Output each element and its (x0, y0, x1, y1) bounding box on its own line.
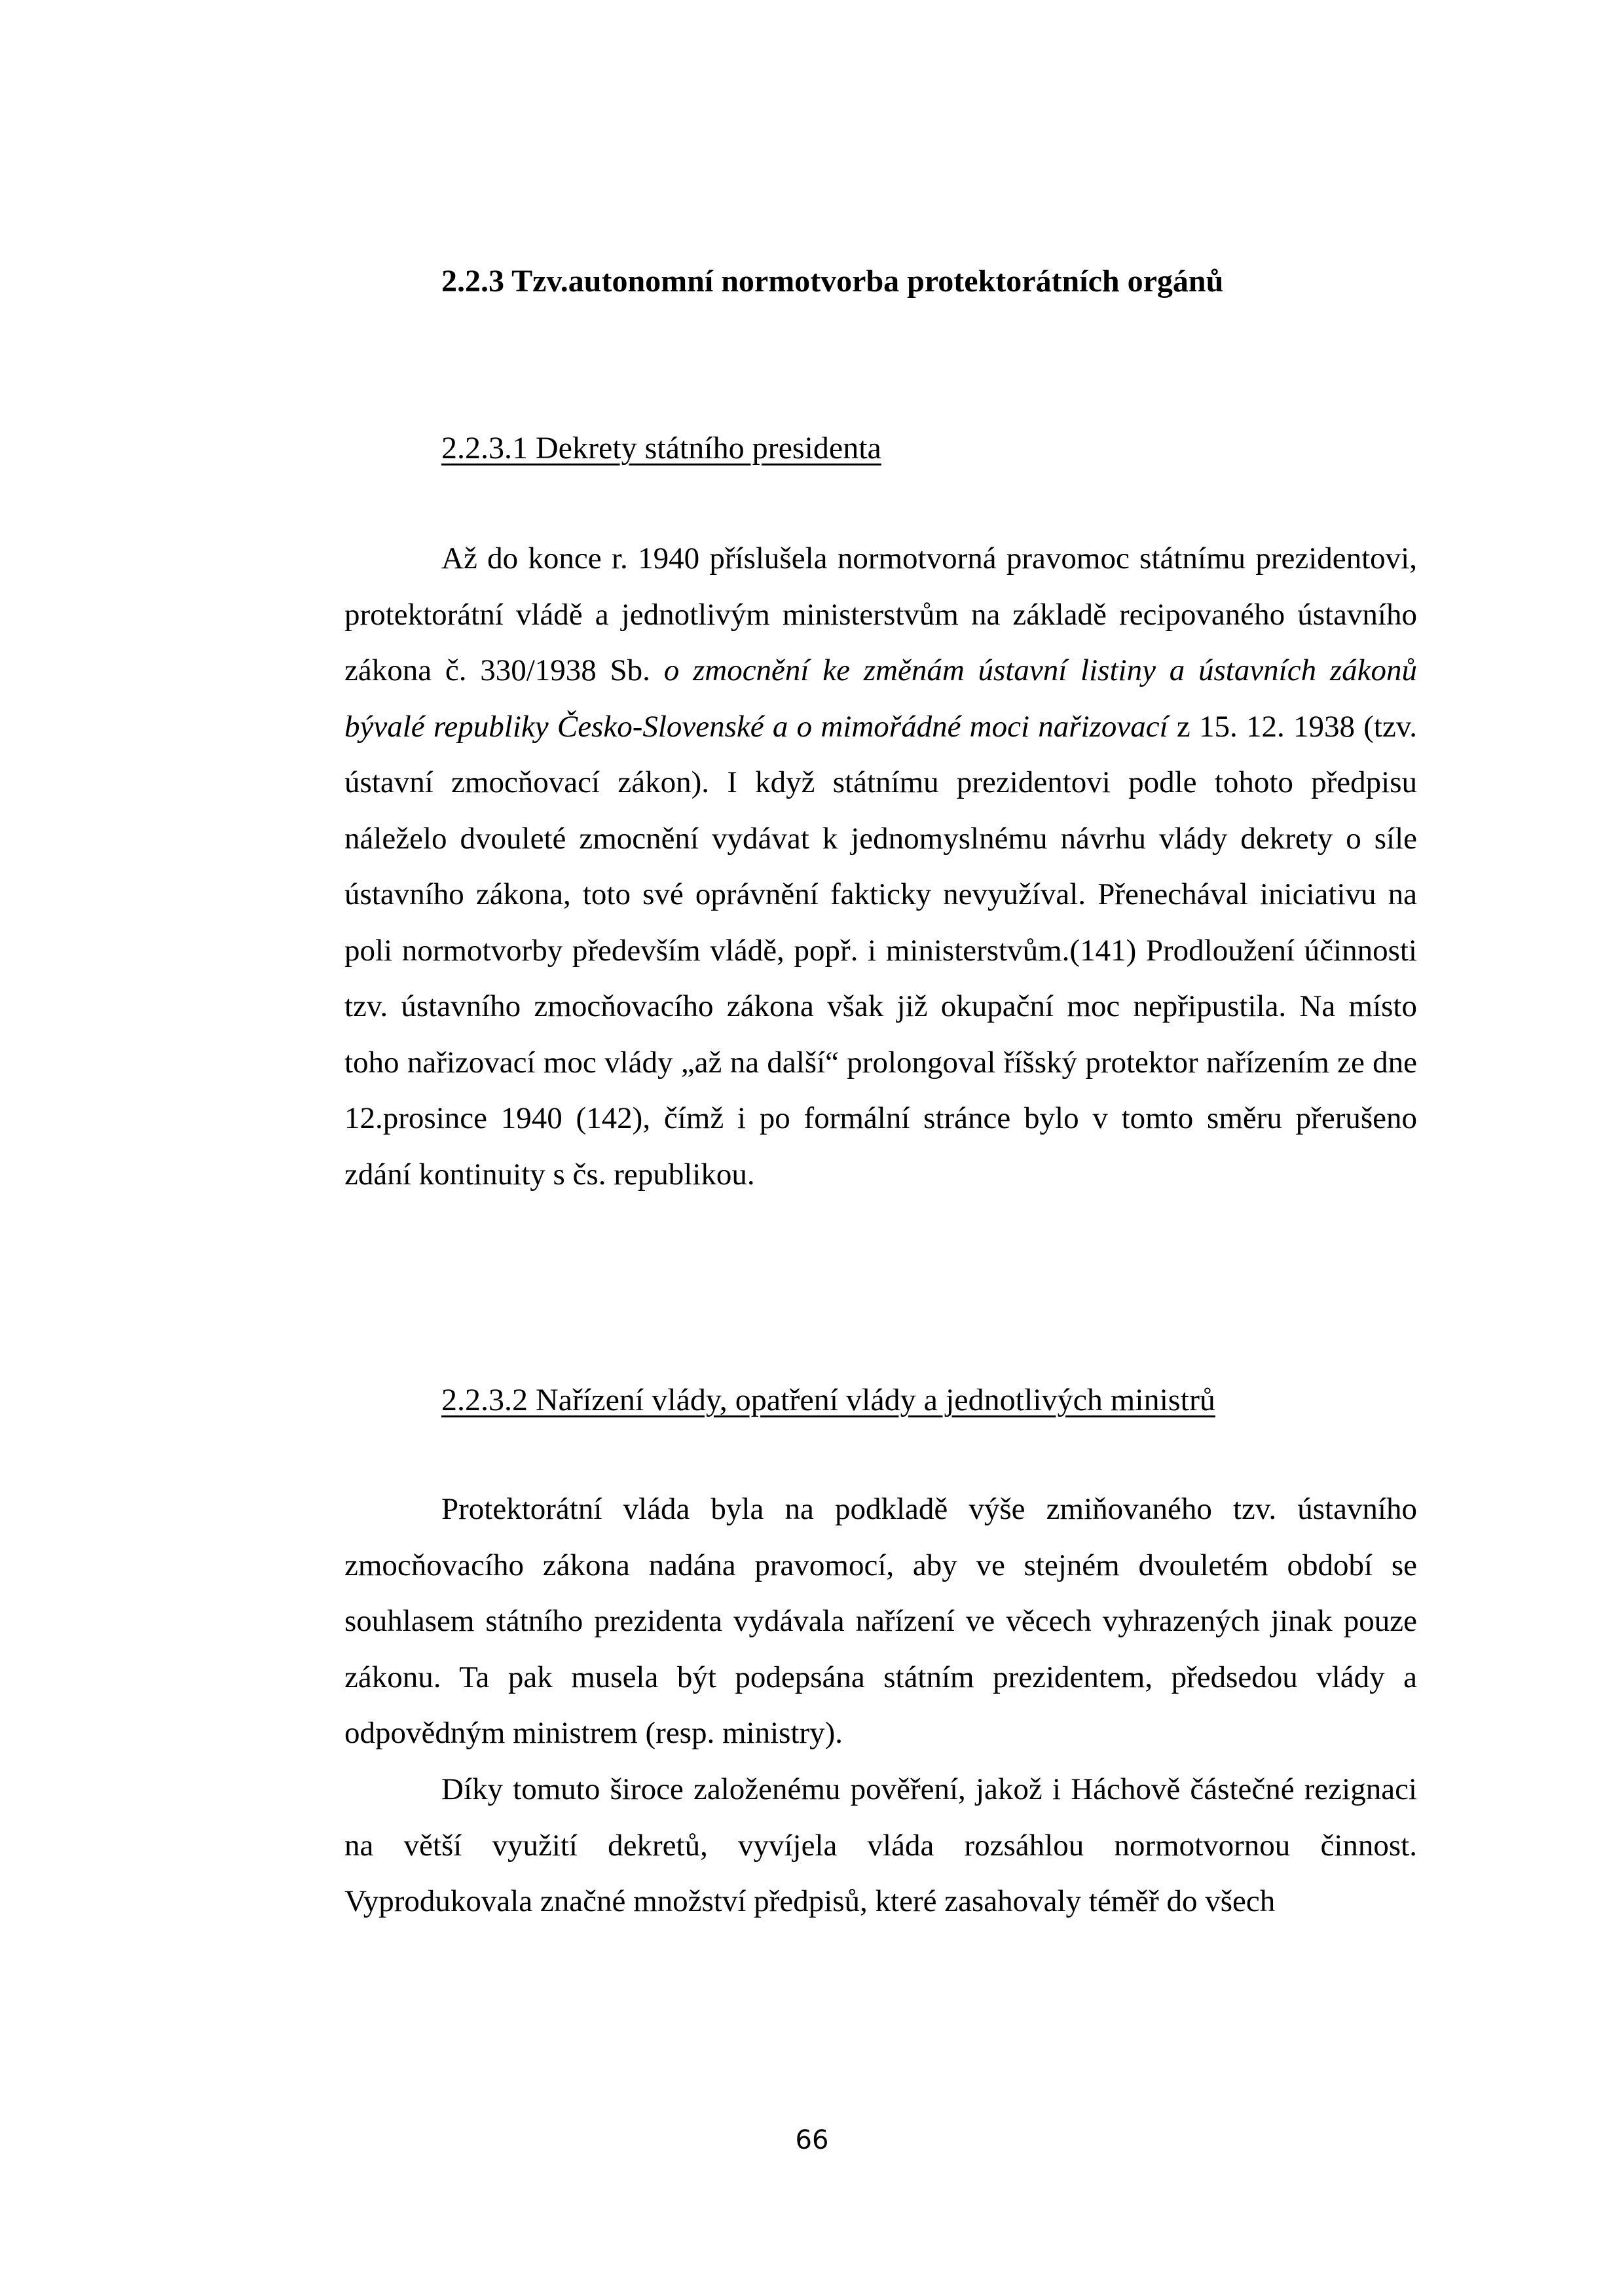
paragraph-narizeni-2 (344, 1762, 1417, 1930)
subsection-heading-narizeni: 2.2.3.2 Nařízení vlády, opatření vlády a jednotlivých ministrů (441, 1383, 1215, 1417)
section-heading: 2.2.3 Tzv.autonomní normotvorba protektorátních orgánů (441, 264, 1224, 299)
page-number: 66 (795, 2125, 829, 2155)
paragraph-dekrety-lead: Až do konce r. 1940 příslušela normotvorná pravomoc státnímu prezidentovi, protektorátní vládě a jednotlivým ministerstvům na základě recipovaného ústavního zákona č. 330/1938 Sb. (344, 541, 1417, 687)
subsection-heading-dekrety: 2.2.3.1 Dekrety státního presidenta (441, 431, 881, 465)
paragraph-dekrety (344, 531, 1417, 1203)
paragraph-narizeni-1 (344, 1482, 1417, 1762)
paragraph-dekrety-rest: z 15. 12. 1938 (tzv. ústavní zmocňovací zákon). I když státnímu prezidentovi podle tohoto předpisu náleželo dvouleté zmocnění vydávat k jednomyslnému návrhu vlády dekrety o síle ústavního zákona, toto své oprávnění fakticky nevyužíval. Přenechával iniciativu na poli normotvorby především vládě, popř. i ministerstvům.(141) Prodloužení účinnosti tzv. ústavního zmocňovacího zákona však již okupační moc nepřipustila. Na místo toho nařizovací moc vlády „až na další“ prolongoval říšský protektor nařízením ze dne 12.prosince 1940 (142), čímž i po formální stránce bylo v tomto směru přerušeno zdání kontinuity s čs. republikou. (344, 709, 1417, 1192)
paragraph-narizeni-2-text: Díky tomuto široce založenému pověření, jakož i Háchově částečné rezignaci na větší využití dekretů, vyvíjela vláda rozsáhlou normotvornou činnost. Vyprodukovala značné množství předpisů, které zasahovaly téměř do všech (344, 1772, 1417, 1918)
paragraph-narizeni-1-text: Protektorátní vláda byla na podkladě výše zmiňovaného tzv. ústavního zmocňovacího zákona nadána pravomocí, aby ve stejném dvouletém období se souhlasem státního prezidenta vydávala nařízení ve věcech vyhrazených jinak pouze zákonu. Ta pak musela být podepsána státním prezidentem, předsedou vlády a odpovědným ministrem (resp. ministry). (344, 1492, 1417, 1750)
law-title-italic: o zmocnění ke změnám ústavní listiny a ústavních zákonů bývalé republiky Česko-Slovenské a o mimořádné moci nařizovací (344, 653, 1418, 744)
